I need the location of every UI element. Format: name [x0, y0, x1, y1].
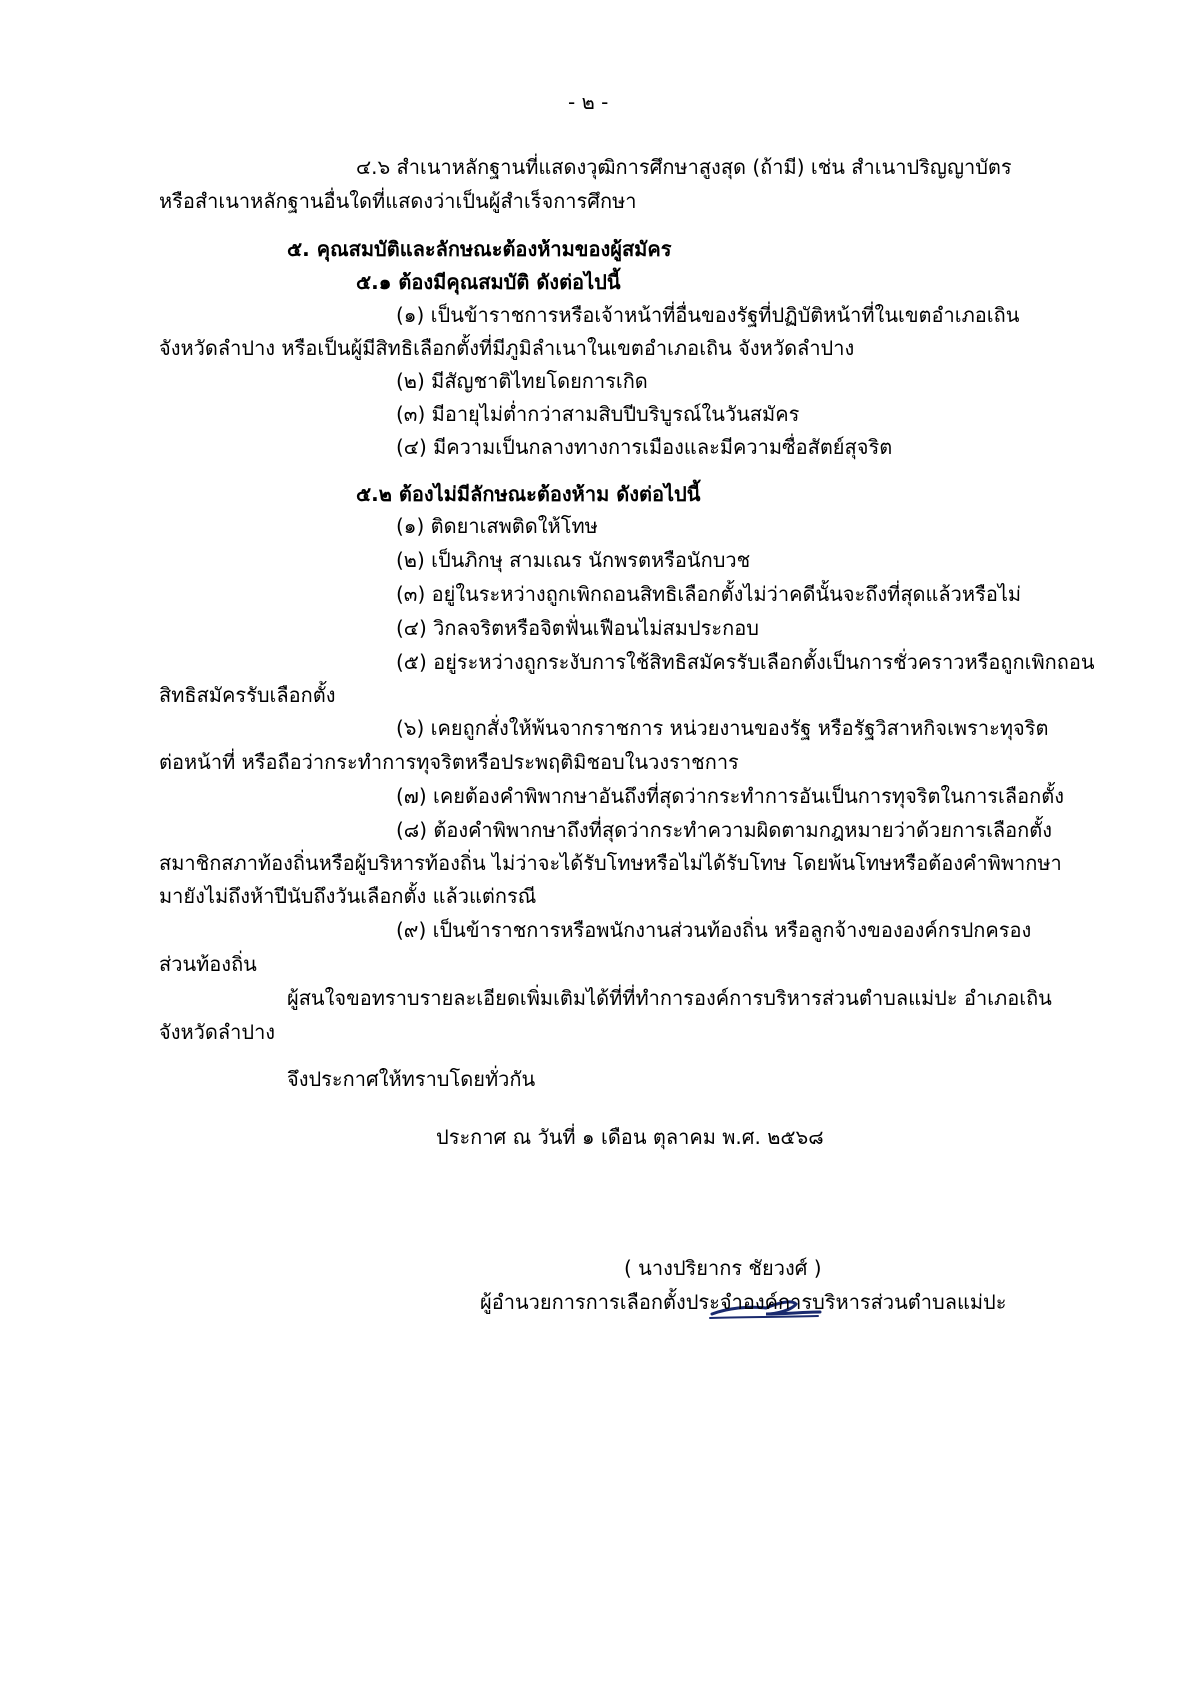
- prohib-item-4: (๔) วิกลจริตหรือจิตฟั่นเฟือนไม่สมประกอบ: [396, 616, 759, 640]
- qual-item-1-line1: (๑) เป็นข้าราชการหรือเจ้าหน้าที่อื่นของรัฐที่ปฏิบัติหน้าที่ในเขตอำเภอเถิน: [396, 303, 1020, 327]
- prohib-item-8-line3: มายังไม่ถึงห้าปีนับถึงวันเลือกตั้ง แล้วแต่กรณี: [159, 884, 537, 908]
- page-number: - ๒ -: [568, 90, 609, 114]
- qual-item-2: (๒) มีสัญชาติไทยโดยการเกิด: [396, 369, 648, 393]
- signer-title: ผู้อำนวยการการเลือกตั้งประจำองค์การบริหารส่วนตำบลแม่ปะ: [480, 1290, 1007, 1314]
- signer-name: ( นางปริยากร ชัยวงศ์ ): [624, 1256, 822, 1280]
- section-5-heading: ๕. คุณสมบัติและลักษณะต้องห้ามของผู้สมัคร: [287, 237, 672, 261]
- section-5-2-heading: ๕.๒ ต้องไม่มีลักษณะต้องห้าม ดังต่อไปนี้: [356, 482, 701, 506]
- prohib-item-5-line1: (๕) อยู่ระหว่างถูกระงับการใช้สิทธิสมัครรับเลือกตั้งเป็นการชั่วคราวหรือถูกเพิกถอน: [396, 650, 1095, 674]
- item-4-6-line1: ๔.๖ สำเนาหลักฐานที่แสดงวุฒิการศึกษาสูงสุด (ถ้ามี) เช่น สำเนาปริญญาบัตร: [356, 155, 1012, 179]
- contact-line1: ผู้สนใจขอทราบรายละเอียดเพิ่มเติมได้ที่ที่ทำการองค์การบริหารส่วนตำบลแม่ปะ อำเภอเถิน: [287, 986, 1052, 1010]
- prohib-item-8-line2: สมาชิกสภาท้องถิ่นหรือผู้บริหารท้องถิ่น ไม่ว่าจะได้รับโทษหรือไม่ได้รับโทษ โดยพ้นโทษหรือต้องคำพิพากษา: [159, 851, 1062, 875]
- date-line: ประกาศ ณ วันที่ ๑ เดือน ตุลาคม พ.ศ. ๒๕๖๘: [436, 1125, 824, 1149]
- prohib-item-3: (๓) อยู่ในระหว่างถูกเพิกถอนสิทธิเลือกตั้งไม่ว่าคดีนั้นจะถึงที่สุดแล้วหรือไม่: [396, 582, 1022, 606]
- section-5-1-heading: ๕.๑ ต้องมีคุณสมบัติ ดังต่อไปนี้: [356, 270, 621, 294]
- prohib-item-1: (๑) ติดยาเสพติดให้โทษ: [396, 514, 598, 538]
- prohib-item-9-line1: (๙) เป็นข้าราชการหรือพนักงานส่วนท้องถิ่น หรือลูกจ้างขององค์กรปกครอง: [396, 918, 1032, 942]
- qual-item-1-line2: จังหวัดลำปาง หรือเป็นผู้มีสิทธิเลือกตั้งที่มีภูมิลำเนาในเขตอำเภอเถิน จังหวัดลำปาง: [159, 336, 855, 360]
- prohib-item-5-line2: สิทธิสมัครรับเลือกตั้ง: [159, 683, 336, 707]
- announce-line: จึงประกาศให้ทราบโดยทั่วกัน: [287, 1067, 536, 1091]
- prohib-item-2: (๒) เป็นภิกษุ สามเณร นักพรตหรือนักบวช: [396, 548, 751, 572]
- prohib-item-8-line1: (๘) ต้องคำพิพากษาถึงที่สุดว่ากระทำความผิดตามกฎหมายว่าด้วยการเลือกตั้ง: [396, 818, 1053, 842]
- contact-line2: จังหวัดลำปาง: [159, 1020, 276, 1044]
- item-4-6-line2: หรือสำเนาหลักฐานอื่นใดที่แสดงว่าเป็นผู้สำเร็จการศึกษา: [159, 189, 637, 213]
- qual-item-3: (๓) มีอายุไม่ต่ำกว่าสามสิบปีบริบูรณ์ในวันสมัคร: [396, 402, 800, 426]
- prohib-item-6-line2: ต่อหน้าที่ หรือถือว่ากระทำการทุจริตหรือประพฤติมิชอบในวงราชการ: [159, 750, 739, 774]
- prohib-item-6-line1: (๖) เคยถูกสั่งให้พ้นจากราชการ หน่วยงานของรัฐ หรือรัฐวิสาหกิจเพราะทุจริต: [396, 716, 1049, 740]
- prohib-item-7: (๗) เคยต้องคำพิพากษาอันถึงที่สุดว่ากระทำการอันเป็นการทุจริตในการเลือกตั้ง: [396, 784, 1065, 808]
- prohib-item-9-line2: ส่วนท้องถิ่น: [159, 952, 257, 976]
- qual-item-4: (๔) มีความเป็นกลางทางการเมืองและมีความซื่อสัตย์สุจริต: [396, 435, 893, 459]
